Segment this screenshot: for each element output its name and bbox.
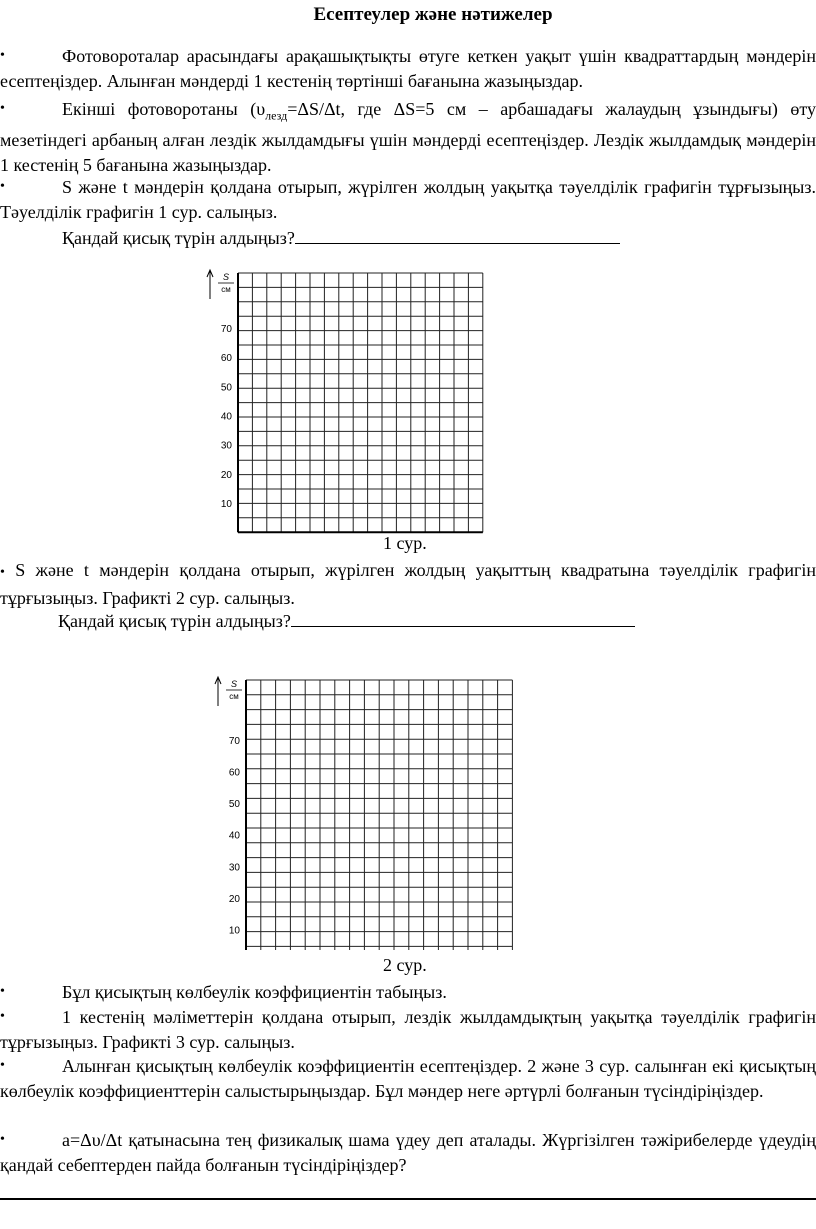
bullet-icon: • (0, 1058, 5, 1073)
y-tick-label: 60 (228, 767, 240, 779)
paragraph-8-text: a=Δυ/Δt қатынасына тең физикалық шама үдеу деп аталады. Жүргізілген тәжірибелерде үдеудің қандай себептерден пайда болғанын түсіндіріңіздер? (0, 1130, 816, 1175)
paragraph-4-text: S және t мәндерін қолдана отырып, жүрілген жолдың уақыттың квадратына тәуелділік графигін тұрғызыңыз. Графикті 2 сур. салыңыз. (0, 560, 816, 608)
paragraph-6-text: 1 кестенің мәліметтерін қолдана отырып, лездік жылдамдықтың уақытқа тәуелділік графигін тұрғызыңыз. Графикті 3 сур. салыңыз. (0, 1007, 816, 1052)
figure-1-caption: 1 сур. (383, 533, 427, 553)
bullet-icon: • (0, 101, 5, 116)
y-tick-label: 50 (220, 382, 232, 394)
y-tick-label: 70 (220, 324, 232, 336)
y-tick-label: 20 (220, 469, 232, 481)
question-2-text: Қандай қисық түрін алдыңыз? (58, 611, 291, 631)
y-tick-label: 10 (228, 925, 240, 937)
y-tick-label: 30 (220, 440, 232, 452)
bullet-icon: • (0, 984, 5, 999)
paragraph-2-text-b: =ΔS/Δt, где ΔS=5 см – арбашадағы жалаудың ұзындығы) өту мезетіндегі арбаның алған лездік жылдамдығы үшін мәндерді есептеңіздер. Лездік жылдамдық мәндерін 1 кестенің 5 бағанына жазыңыздар. (0, 99, 816, 175)
bullet-icon: • (0, 179, 5, 194)
paragraph-2 (0, 97, 816, 177)
y-axis-label-denominator: см (221, 285, 231, 294)
answer-line-2[interactable] (291, 608, 635, 627)
bullet-icon: • (0, 1132, 5, 1147)
paragraph-1 (0, 44, 816, 93)
paragraph-3-text: S және t мәндерін қолдана отырып, жүрілген жолдың уақытқа тәуелділік графигін тұрғызыңыз. Тәуелділік графигін 1 сур. салыңыз. (0, 177, 816, 222)
bullet-icon: • (0, 565, 5, 580)
figure-2-caption: 2 сур. (383, 955, 427, 975)
bullet-icon: • (0, 1009, 5, 1024)
y-axis-label-denominator: см (229, 692, 239, 701)
y-tick-label: 50 (228, 799, 240, 811)
y-tick-label: 40 (228, 830, 240, 842)
y-axis-label-numerator: S (222, 272, 230, 282)
grid-lines (238, 273, 483, 532)
paragraph-2-text-a: Екінші фотоворотаны (υ (62, 99, 266, 119)
paragraph-8 (0, 1128, 816, 1177)
paragraph-1-text: Фотовороталар арасындағы арақашықтықты өтуге кеткен уақыт үшін квадраттардың мәндерін есептеңіздер. Алынған мәндерді 1 кестенің төртінші бағанына жазыңыздар. (0, 46, 816, 91)
figure-1-grid-chart (196, 262, 596, 537)
y-tick-label: 40 (220, 411, 232, 423)
page-title: Есептеулер және нәтижелер (313, 4, 553, 25)
y-tick-label: 70 (228, 735, 240, 747)
paragraph-2-subscript: лезд (265, 108, 288, 123)
grid-lines (246, 680, 512, 950)
answer-line-1[interactable] (295, 225, 620, 244)
paragraph-5 (0, 980, 816, 1005)
question-1 (62, 225, 620, 249)
bullet-icon: • (0, 48, 5, 63)
paragraph-5-text: Бұл қисықтың көлбеулік коэффициентін табыңыз. (62, 982, 447, 1002)
y-tick-label: 20 (228, 893, 240, 905)
figure-2-grid-chart (206, 668, 616, 950)
y-tick-label: 10 (220, 499, 232, 511)
y-tick-label: 30 (228, 862, 240, 874)
paragraph-4 (0, 558, 816, 610)
bottom-rule (0, 1198, 816, 1200)
paragraph-3 (0, 175, 816, 224)
paragraph-7-text: Алынған қисықтың көлбеулік коэффициентін есептеңіздер. 2 және 3 сур. салынған екі қисықтың көлбеулік коэффициенттерін салыстырыңыздар. Бұл мәндер неге әртүрлі болғанын түсіндіріңіздер. (0, 1056, 816, 1101)
paragraph-6 (0, 1005, 816, 1054)
question-2 (58, 608, 635, 632)
paragraph-7 (0, 1054, 816, 1103)
question-1-text: Қандай қисық түрін алдыңыз? (62, 228, 295, 248)
y-tick-label: 60 (220, 353, 232, 365)
y-axis-label-numerator: S (230, 679, 238, 689)
